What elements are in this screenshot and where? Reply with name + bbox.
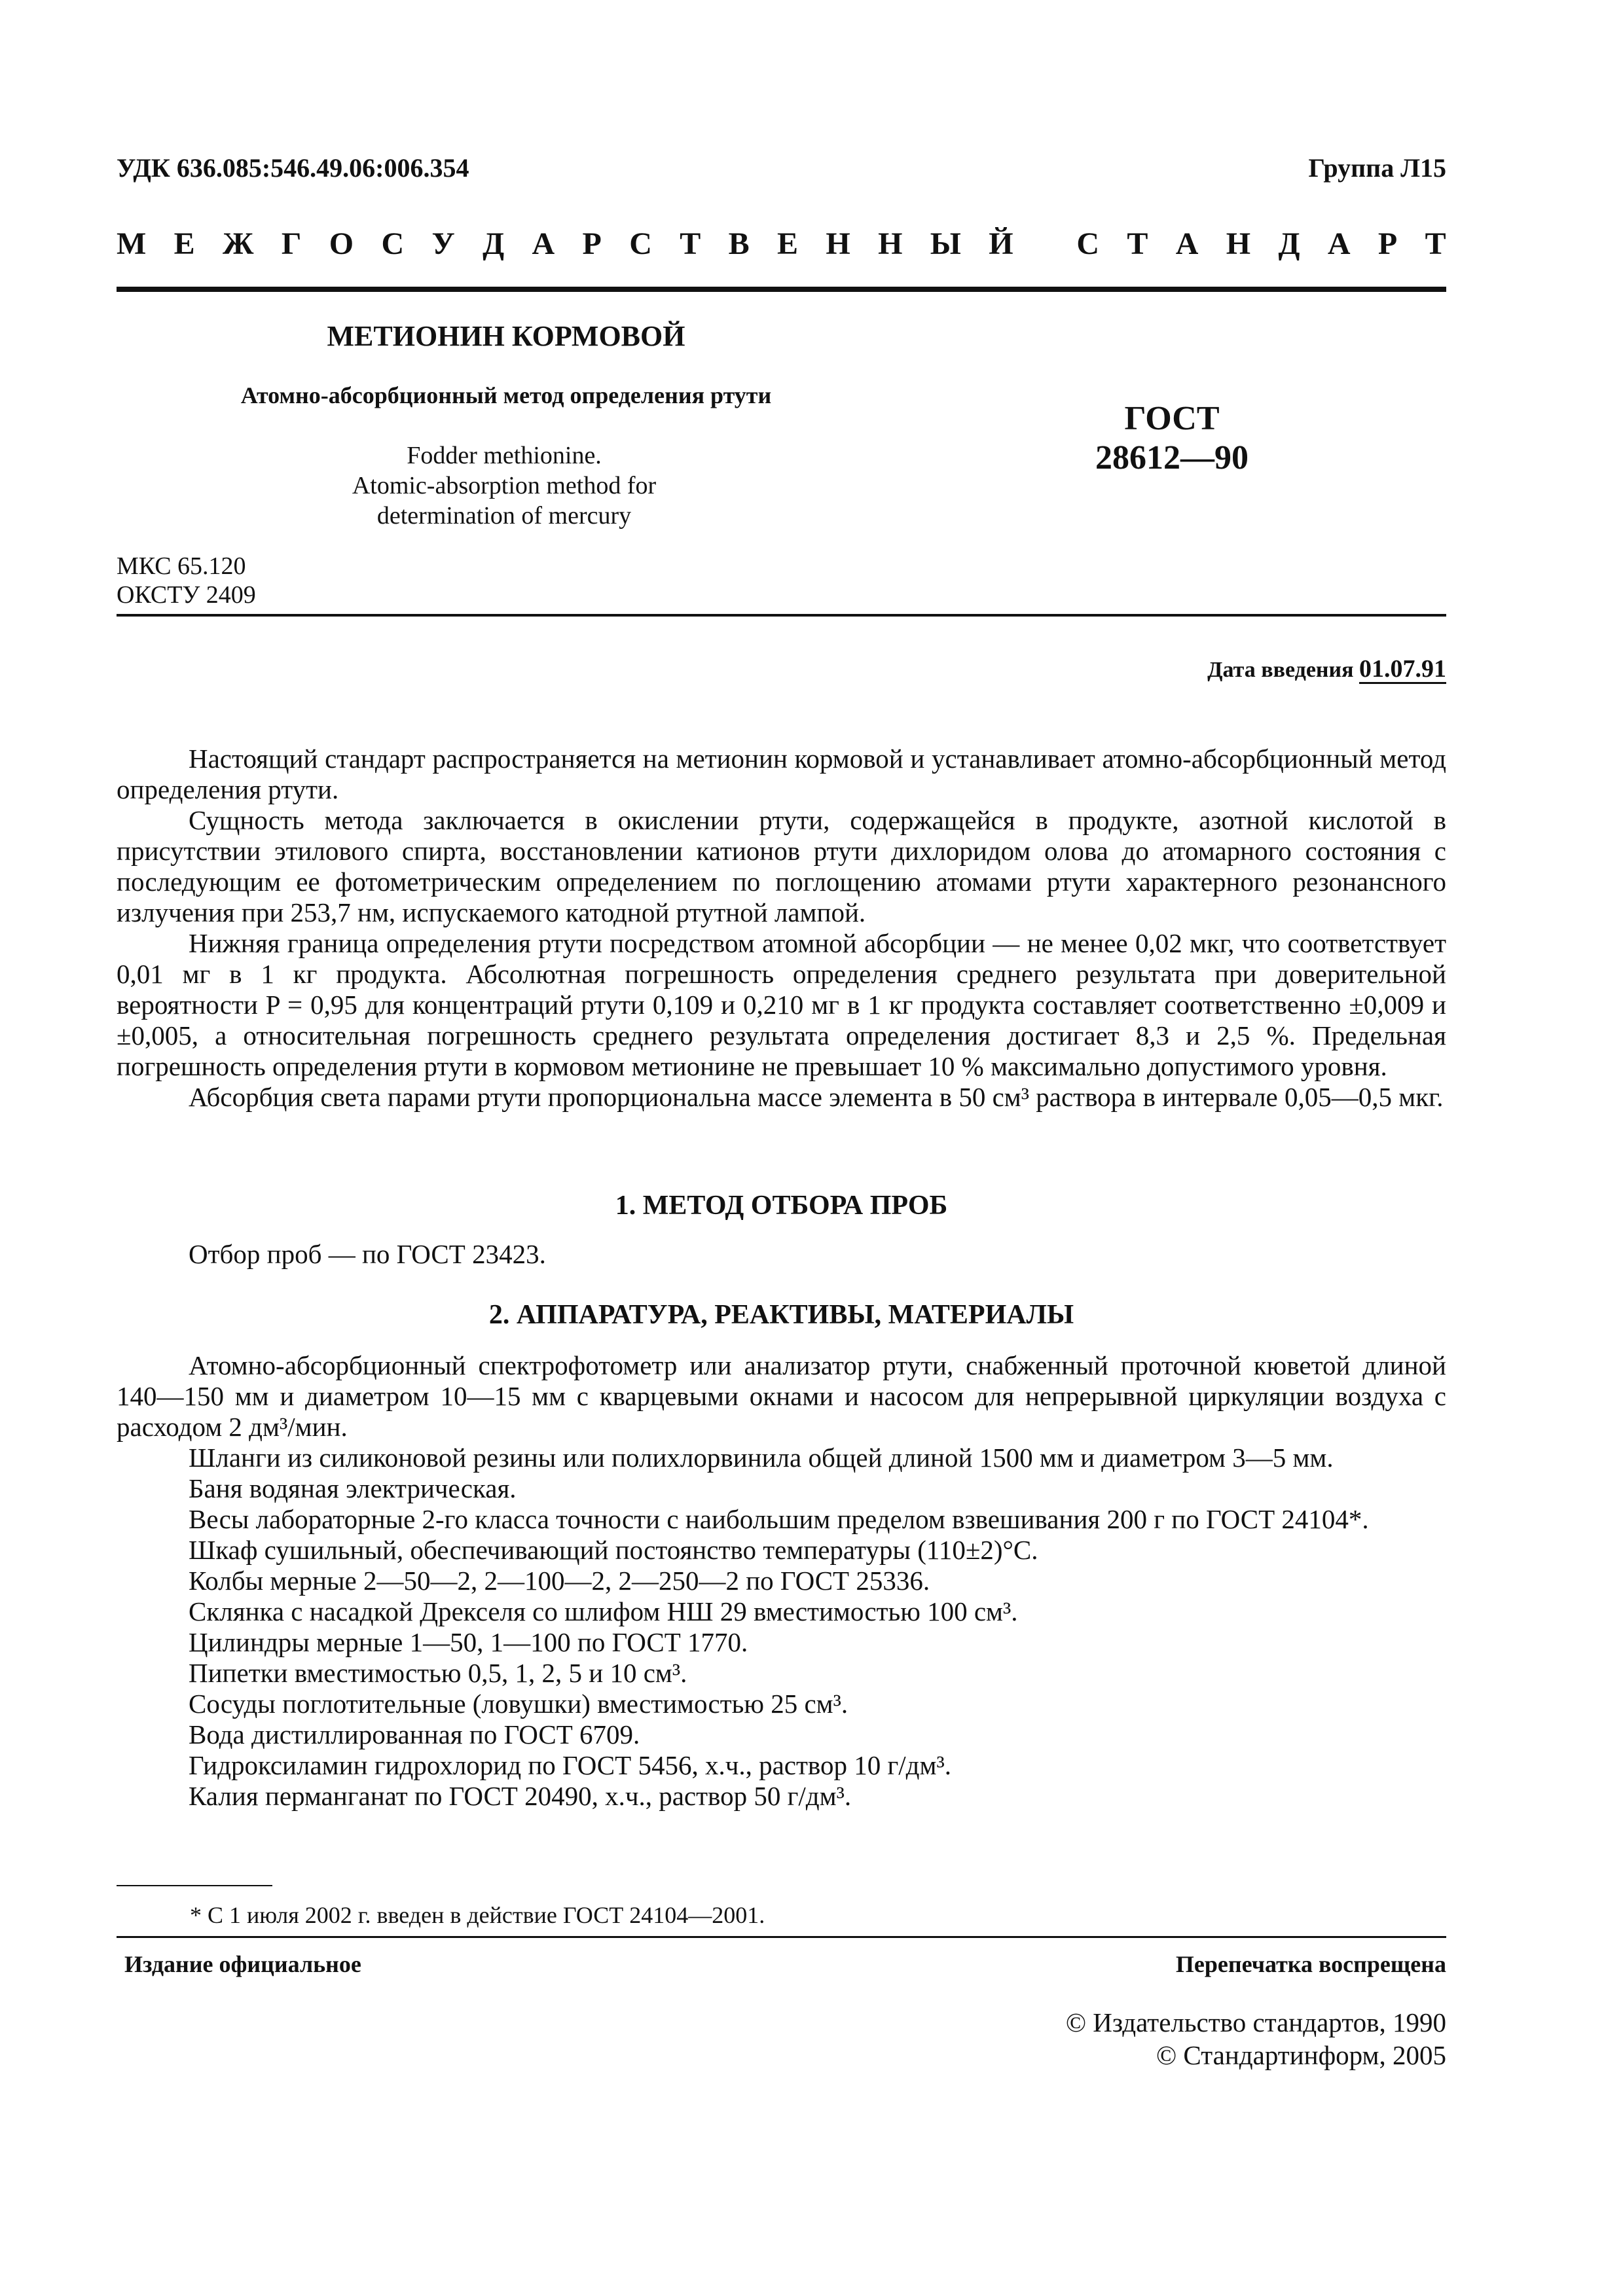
classifier-codes [117,552,256,609]
banner-letter: Т [1127,226,1148,261]
introduction-text [117,744,1446,1113]
okstu-code: ОКСТУ 2409 [117,581,256,609]
section-2-title: 2. АППАРАТУРА, РЕАКТИВЫ, МАТЕРИАЛЫ [488,1300,1074,1330]
banner-letter: С [1076,226,1100,261]
gost-number: 28612—90 [1095,439,1249,476]
section-2-list [117,1350,1446,1812]
english-title-line: Fodder methionine. [407,442,602,469]
paragraph: Нижняя граница определения ртути посредством атомной абсорбции — не менее 0,02 мкг, что соответствует 0,01 мг в 1 кг продукта. Абсолютная погрешность определения среднего результата при доверительной вероятности P = 0,95 для концентраций ртути 0,109 и 0,210 мг в 1 кг продукта составляет соответственно ±0,009 и ±0,005, а относительная погрешность среднего результата определения достигает 8,3 и 2,5 %. Предельная погрешность определения ртути в кормовом метионине не превышает 10 % максимально допустимого уровня. [117,928,1446,1081]
header-rule [117,287,1446,292]
banner-letter: А [1327,226,1351,261]
banner-letter: А [532,226,555,261]
reprint-prohibited-label: Перепечатка воспрещена [1175,1951,1446,1977]
banner-letter: Н [878,226,903,261]
section-1-title: 1. МЕТОД ОТБОРА ПРОБ [615,1191,948,1221]
banner-letter: Н [826,226,850,261]
banner-letter: Е [173,226,195,261]
banner-letter: Н [1226,226,1251,261]
udk-code: УДК 636.085:546.49.06:006.354 [117,153,469,183]
copyright-line: © Стандартинформ, 2005 [1156,2040,1446,2070]
footnote: * С 1 июля 2002 г. введен в действие ГОСТ 24104—2001. [190,1902,765,1928]
banner-letter: О [329,226,354,261]
banner-letter: Е [777,226,799,261]
banner-letter: С [381,226,405,261]
list-item: Гидроксиламин гидрохлорид по ГОСТ 5456, х.ч., раствор 10 г/дм³. [189,1750,952,1780]
document-subtitle: Атомно-абсорбционный метод определения ртути [240,382,772,408]
banner-letter: Ж [223,226,254,261]
document-title: МЕТИОНИН КОРМОВОЙ [327,320,685,352]
banner-letter: Г [281,226,302,261]
introduction-date [1207,655,1446,683]
banner-letter: Д [1278,226,1300,261]
paragraph: Абсорбция света парами ртути пропорциональна массе элемента в 50 см³ раствора в интервале 0,05—0,5 мкг. [189,1082,1444,1112]
introduction-date-value: 01.07.91 [1359,655,1446,683]
footer-rule [117,1936,1446,1938]
paragraph: Настоящий стандарт распространяется на метионин кормовой и устанавливает атомно-абсорбционный метод определения ртути. [117,744,1446,804]
list-item: Шланги из силиконовой резины или полихлорвинила общей длиной 1500 мм и диаметром 3—5 мм. [189,1443,1334,1473]
introduction-date-label: Дата введения [1207,658,1354,682]
group-code: Группа Л15 [1308,153,1446,183]
banner-letter: Р [1377,226,1398,261]
mks-code: МКС 65.120 [117,552,246,580]
banner-letter: Ы [930,226,961,261]
english-title-line: determination of mercury [376,502,632,529]
list-item: Калия перманганат по ГОСТ 20490, х.ч., раствор 50 г/дм³. [189,1781,852,1811]
copyright-block [1066,2006,1446,2072]
copyright-line: © Издательство стандартов, 1990 [1065,2007,1446,2037]
banner-letter: А [1175,226,1199,261]
list-item: Цилиндры мерные 1—50, 1—100 по ГОСТ 1770. [189,1627,748,1657]
gost-designation [1041,399,1303,478]
list-item: Баня водяная электрическая. [189,1473,517,1503]
english-title-line: Atomic-absorption method for [352,472,657,499]
official-edition-label: Издание официальное [124,1951,361,1977]
banner-letter: Д [483,226,505,261]
banner-letter: Р [582,226,602,261]
footnote-separator [117,1885,272,1886]
list-item: Колбы мерные 2—50—2, 2—100—2, 2—250—2 по ГОСТ 25336. [189,1566,930,1596]
list-item: Склянка с насадкой Дрекселя со шлифом НШ 29 вместимостью 100 см³. [189,1596,1018,1626]
list-item: Сосуды поглотительные (ловушки) вместимостью 25 см³. [189,1689,848,1719]
banner-letter: С [629,226,652,261]
interstate-standard-banner [117,226,1446,262]
banner-letter: Й [989,226,1013,261]
list-item: Атомно-абсорбционный спектрофотометр или анализатор ртути, снабженный проточной кюветой длиной 140—150 мм и диаметром 10—15 мм с кварцевыми окнами и насосом для непрерывной циркуляции воздуха с расходом 2 дм³/мин. [117,1350,1446,1442]
list-item: Вода дистиллированная по ГОСТ 6709. [189,1719,640,1749]
gost-label: ГОСТ [1124,400,1220,437]
list-item: Весы лабораторные 2-го класса точности с наибольшим пределом взвешивания 200 г по ГОСТ 24104*. [189,1504,1369,1534]
banner-gap [1041,226,1049,262]
banner-letter: М [117,226,147,261]
paragraph: Отбор проб — по ГОСТ 23423. [189,1239,546,1269]
list-item: Пипетки вместимостью 0,5, 1, 2, 5 и 10 см³. [189,1658,687,1688]
banner-letter: У [431,226,455,261]
banner-letter: В [728,226,750,261]
list-item: Шкаф сушильный, обеспечивающий постоянство температуры (110±2)°С. [189,1535,1038,1565]
section-1-text [117,1239,1446,1270]
title-rule [117,614,1446,617]
banner-letter: Т [1425,226,1446,261]
banner-letter: Т [680,226,701,261]
paragraph: Сущность метода заключается в окислении ртути, содержащейся в продукте, азотной кислотой в присутствии этилового спирта, восстановлении катионов ртути дихлоридом олова до атомарного состояния с последующим ее фотометрическим определением по поглощению атомами ртути характерного резонансного излучения при 253,7 нм, испускаемого катодной ртутной лампой. [117,805,1446,927]
english-title [216,440,792,531]
